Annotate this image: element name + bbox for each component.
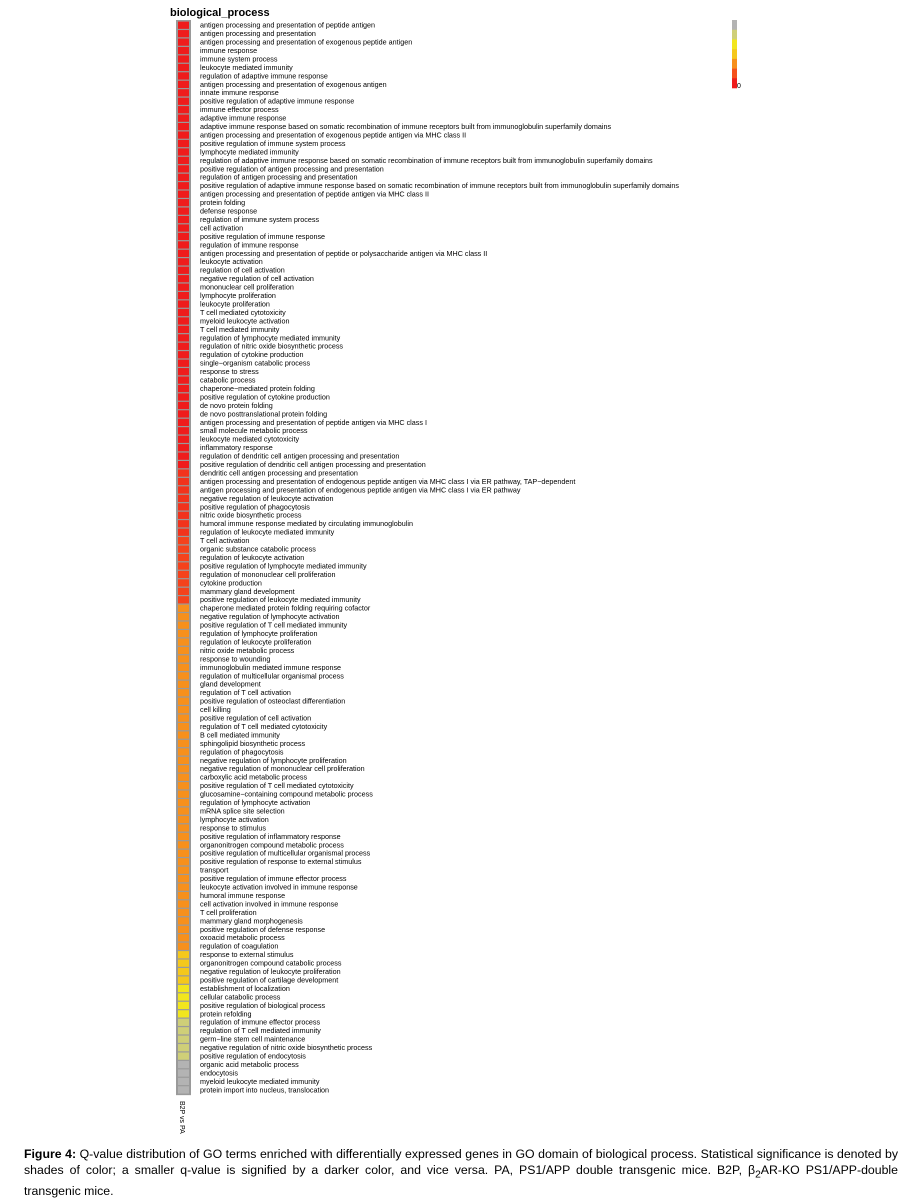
term-label: carboxylic acid metabolic process xyxy=(200,772,308,782)
term-label: leukocyte activation xyxy=(200,257,263,267)
term-label: T cell proliferation xyxy=(200,907,257,917)
heatmap-cell xyxy=(178,461,189,468)
term-label: leukocyte mediated immunity xyxy=(200,62,293,72)
term-label: positive regulation of biological process xyxy=(200,1000,326,1010)
heatmap-cell xyxy=(178,622,189,629)
caption-subscript: 2 xyxy=(755,1169,761,1181)
heatmap-cell xyxy=(178,300,189,307)
heatmap-cell xyxy=(178,816,189,823)
heatmap-cell xyxy=(178,884,189,891)
term-label: T cell mediated cytotoxicity xyxy=(200,307,286,317)
heatmap-cell xyxy=(178,968,189,975)
heatmap-cell xyxy=(178,943,189,950)
term-label: nitric oxide metabolic process xyxy=(200,645,295,655)
term-label: immune response xyxy=(200,45,258,55)
term-label: positive regulation of cartilage development xyxy=(200,975,339,985)
heatmap-cell xyxy=(178,782,189,789)
term-label: negative regulation of lymphocyte proliferation xyxy=(200,755,347,765)
heatmap-cell xyxy=(178,774,189,781)
heatmap-cell xyxy=(178,478,189,485)
heatmap-cell xyxy=(178,241,189,248)
term-label: chaperone mediated protein folding requiring cofactor xyxy=(200,603,371,613)
term-label: mammary gland development xyxy=(200,586,295,596)
heatmap-cell xyxy=(178,647,189,654)
term-label: myeloid leukocyte mediated immunity xyxy=(200,1076,320,1086)
heatmap-cell xyxy=(178,976,189,983)
heatmap-cell xyxy=(178,208,189,215)
term-label: positive regulation of dendritic cell antigen processing and presentation xyxy=(200,460,426,469)
term-label: myeloid leukocyte activation xyxy=(200,316,290,326)
heatmap-cell xyxy=(178,757,189,764)
term-label: positive regulation of defense response xyxy=(200,924,326,934)
heatmap-cell xyxy=(178,951,189,958)
heatmap-cell xyxy=(178,317,189,324)
heatmap-cell xyxy=(178,1002,189,1009)
heatmap-cell xyxy=(178,664,189,671)
term-label: leukocyte activation involved in immune response xyxy=(200,882,358,892)
term-label: negative regulation of leukocyte proliferation xyxy=(200,967,341,976)
term-label: establishment of localization xyxy=(200,983,290,993)
heatmap-cell xyxy=(178,469,189,476)
term-label: positive regulation of leukocyte mediated immunity xyxy=(200,595,361,605)
heatmap-cell xyxy=(178,554,189,561)
heatmap-cell xyxy=(178,267,189,274)
heatmap-cell xyxy=(178,571,189,578)
heatmap-cell xyxy=(178,1044,189,1051)
heatmap-cell xyxy=(178,1078,189,1085)
term-label: protein import into nucleus, translocation xyxy=(200,1085,330,1095)
heatmap-cell xyxy=(178,723,189,730)
term-label: adaptive immune response xyxy=(200,113,287,123)
heatmap-cell xyxy=(178,419,189,426)
term-label: positive regulation of phagocytosis xyxy=(200,502,310,512)
heatmap-cell xyxy=(178,495,189,502)
term-label: antigen processing and presentation xyxy=(200,29,316,39)
term-label: transport xyxy=(200,865,229,875)
heatmap-cell xyxy=(178,748,189,755)
legend-swatch xyxy=(732,20,737,30)
term-label: negative regulation of cell activation xyxy=(200,274,314,284)
heatmap-cell xyxy=(178,275,189,282)
term-label: regulation of multicellular organismal process xyxy=(200,671,344,681)
term-label: cellular catabolic process xyxy=(200,992,281,1002)
term-label: regulation of lymphocyte mediated immunity xyxy=(200,333,341,343)
heatmap-cell xyxy=(178,926,189,933)
term-label: mRNA splice site selection xyxy=(200,806,285,816)
term-label: single−organism catabolic process xyxy=(200,358,311,368)
term-label: positive regulation of cytokine production xyxy=(200,392,330,402)
heatmap-cell xyxy=(178,1010,189,1017)
heatmap-cell xyxy=(178,351,189,358)
term-label: antigen processing and presentation of exogenous antigen xyxy=(200,79,387,89)
heatmap-cell xyxy=(178,165,189,172)
heatmap-cell xyxy=(178,833,189,840)
heatmap-cells xyxy=(176,20,191,1095)
term-label: response to stress xyxy=(200,367,259,377)
term-label: humoral immune response mediated by circulating immunoglobulin xyxy=(200,519,413,529)
heatmap-cell xyxy=(178,579,189,586)
term-label: lymphocyte mediated immunity xyxy=(200,147,299,157)
heatmap-cell xyxy=(178,258,189,265)
heatmap-cell xyxy=(178,157,189,164)
heatmap-cell xyxy=(178,47,189,54)
heatmap-cell xyxy=(178,655,189,662)
heatmap-cell xyxy=(178,1053,189,1060)
term-label: regulation of T cell mediated immunity xyxy=(200,1026,321,1036)
heatmap-cell xyxy=(178,140,189,147)
term-label: regulation of antigen processing and presentation xyxy=(200,172,358,182)
heatmap-cell xyxy=(178,858,189,865)
heatmap-cell xyxy=(178,30,189,37)
term-label: de novo protein folding xyxy=(200,400,273,410)
heatmap-cell xyxy=(178,638,189,645)
term-label: cytokine production xyxy=(200,578,262,588)
heatmap-cell xyxy=(178,689,189,696)
heatmap-cell xyxy=(178,588,189,595)
term-label: immune system process xyxy=(200,54,278,64)
term-label: positive regulation of response to external stimulus xyxy=(200,857,362,867)
heatmap-cell xyxy=(178,791,189,798)
term-label: de novo posttranslational protein folding xyxy=(200,409,328,419)
term-label: negative regulation of nitric oxide biosynthetic process xyxy=(200,1043,373,1053)
term-label: B cell mediated immunity xyxy=(200,730,280,740)
heatmap-cell xyxy=(178,98,189,105)
term-label: gland development xyxy=(200,679,261,689)
term-label: regulation of leukocyte proliferation xyxy=(200,637,312,647)
heatmap-cell xyxy=(178,224,189,231)
term-label: germ−line stem cell maintenance xyxy=(200,1034,306,1044)
term-label: antigen processing and presentation of peptide or polysaccharide antigen via MHC class II xyxy=(200,248,488,258)
heatmap-cell xyxy=(178,875,189,882)
term-label: small molecule metabolic process xyxy=(200,426,308,436)
heatmap-cell xyxy=(178,453,189,460)
term-label: regulation of lymphocyte proliferation xyxy=(200,629,318,638)
heatmap-cell xyxy=(178,436,189,443)
term-label: regulation of dendritic cell antigen processing and presentation xyxy=(200,451,400,461)
term-label: cell activation xyxy=(200,223,244,233)
term-label: mammary gland morphogenesis xyxy=(200,916,303,926)
term-label: leukocyte mediated cytotoxicity xyxy=(200,434,300,444)
term-label: response to external stimulus xyxy=(200,950,294,960)
term-label: adaptive immune response based on somatic recombination of immune receptors built from immunoglobulin superfamily domains xyxy=(200,122,612,131)
heatmap-cell xyxy=(178,292,189,299)
heatmap-cell xyxy=(178,368,189,375)
heatmap-cell xyxy=(178,672,189,679)
term-label: antigen processing and presentation of peptide antigen xyxy=(200,20,376,30)
term-label: positive regulation of cell activation xyxy=(200,713,312,723)
heatmap-cell xyxy=(178,131,189,138)
heatmap-cell xyxy=(178,850,189,857)
term-label: endocytosis xyxy=(200,1068,238,1078)
caption-label: Figure 4: xyxy=(24,1147,77,1161)
heatmap-cell xyxy=(178,334,189,341)
term-label: organonitrogen compound metabolic process xyxy=(200,840,344,850)
heatmap-cell xyxy=(178,343,189,350)
heatmap-cell xyxy=(178,596,189,603)
heatmap-cell xyxy=(178,360,189,367)
term-label: regulation of phagocytosis xyxy=(200,747,284,757)
term-label: regulation of immune effector process xyxy=(200,1017,321,1027)
heatmap-cell xyxy=(178,64,189,71)
heatmap-cell xyxy=(178,1086,189,1093)
term-label: regulation of coagulation xyxy=(200,941,279,951)
term-label: positive regulation of antigen processing and presentation xyxy=(200,164,384,174)
heatmap-cell xyxy=(178,698,189,705)
term-label: antigen processing and presentation of exogenous peptide antigen xyxy=(200,37,413,47)
heatmap-cell xyxy=(178,427,189,434)
heatmap-cell xyxy=(178,681,189,688)
term-label: oxoacid metabolic process xyxy=(200,933,285,943)
legend-swatch xyxy=(732,30,737,40)
heatmap-cell xyxy=(178,1027,189,1034)
legend-swatch xyxy=(732,39,737,49)
heatmap-cell xyxy=(178,233,189,240)
term-label: nitric oxide biosynthetic process xyxy=(200,510,302,520)
heatmap-cell xyxy=(178,115,189,122)
term-label: regulation of adaptive immune response xyxy=(200,71,328,81)
heatmap-cell xyxy=(178,630,189,637)
term-label: positive regulation of T cell mediated immunity xyxy=(200,620,348,630)
heatmap-cell xyxy=(178,199,189,206)
heatmap-cell xyxy=(178,960,189,967)
heatmap-cell xyxy=(178,123,189,130)
heatmap-cell xyxy=(178,824,189,831)
term-label: positive regulation of T cell mediated cytotoxicity xyxy=(200,781,354,791)
term-label: inflammatory response xyxy=(200,443,273,453)
term-label: antigen processing and presentation of peptide antigen via MHC class II xyxy=(200,189,429,199)
term-label: positive regulation of multicellular organismal process xyxy=(200,848,371,858)
heatmap-cell xyxy=(178,900,189,907)
heatmap-cell xyxy=(178,326,189,333)
heatmap-cell xyxy=(178,613,189,620)
heatmap-cell xyxy=(178,1019,189,1026)
figure-caption xyxy=(24,1146,898,1199)
term-label: protein refolding xyxy=(200,1009,252,1019)
term-label: positive regulation of lymphocyte mediated immunity xyxy=(200,561,367,571)
term-label: regulation of lymphocyte activation xyxy=(200,798,311,807)
heatmap-cell xyxy=(178,512,189,519)
term-label: positive regulation of osteoclast differentiation xyxy=(200,696,346,706)
term-label: immunoglobulin mediated immune response xyxy=(200,662,342,672)
heatmap-cell xyxy=(178,605,189,612)
heatmap-cell xyxy=(178,841,189,848)
heatmap-cell xyxy=(178,486,189,493)
term-label: defense response xyxy=(200,206,258,216)
term-label: regulation of immune response xyxy=(200,240,299,250)
term-label: lymphocyte activation xyxy=(200,814,269,824)
term-label: antigen processing and presentation of endogenous peptide antigen via MHC class I via ER pathway xyxy=(200,485,521,495)
term-label: response to wounding xyxy=(200,654,271,664)
heatmap-cell xyxy=(178,799,189,806)
term-label: regulation of nitric oxide biosynthetic process xyxy=(200,341,344,351)
heatmap-cell xyxy=(178,444,189,451)
heatmap-cell xyxy=(178,39,189,46)
term-label: positive regulation of endocytosis xyxy=(200,1051,306,1061)
term-label: regulation of leukocyte mediated immunity xyxy=(200,527,335,537)
heatmap-cell xyxy=(178,503,189,510)
term-label: immune effector process xyxy=(200,105,279,115)
heatmap-cell xyxy=(178,934,189,941)
heatmap-cell xyxy=(178,537,189,544)
term-label: leukocyte proliferation xyxy=(200,299,270,309)
heatmap-cell xyxy=(178,81,189,88)
term-label: sphingolipid biosynthetic process xyxy=(200,738,306,748)
heatmap-cell xyxy=(178,867,189,874)
term-label: organonitrogen compound catabolic process xyxy=(200,958,342,968)
term-label: innate immune response xyxy=(200,88,279,98)
heatmap-cell xyxy=(178,72,189,79)
term-labels xyxy=(200,21,679,1095)
legend-swatch xyxy=(732,69,737,79)
heatmap-cell xyxy=(178,191,189,198)
heatmap-cell xyxy=(178,250,189,257)
heatmap-cell xyxy=(178,148,189,155)
term-label: chaperone−mediated protein folding xyxy=(200,383,315,393)
heatmap-cell xyxy=(178,892,189,899)
chart-title: biological_process xyxy=(170,7,270,19)
heatmap-cell xyxy=(178,377,189,384)
term-label: regulation of immune system process xyxy=(200,214,320,224)
term-label: regulation of cell activation xyxy=(200,265,285,275)
term-label: dendritic cell antigen processing and presentation xyxy=(200,468,358,478)
heatmap-cell xyxy=(178,765,189,772)
heatmap-cell xyxy=(178,410,189,417)
heatmap-cell xyxy=(178,731,189,738)
term-label: organic substance catabolic process xyxy=(200,544,316,554)
heatmap-cell xyxy=(178,393,189,400)
heatmap-cell xyxy=(178,520,189,527)
heatmap-cell xyxy=(178,89,189,96)
caption-text: Q-value distribution of GO terms enriched with differentially expressed genes in GO domain of biological process. Statistical significance is denoted by shades of color; a smaller q-value is signified by a darker color, and vice versa. PA, PS1/APP double transgenic mice. B2P, β xyxy=(24,1147,898,1177)
heatmap-cell xyxy=(178,706,189,713)
term-label: positive regulation of adaptive immune response based on somatic recombination of immune receptors built from immunoglobulin superfamily domains xyxy=(200,181,680,191)
term-label: antigen processing and presentation of peptide antigen via MHC class I xyxy=(200,417,427,427)
heatmap-cell xyxy=(178,985,189,992)
heatmap-cell xyxy=(178,284,189,291)
legend-zero-label: 0 xyxy=(737,83,741,90)
term-label: regulation of T cell activation xyxy=(200,688,291,698)
heatmap-cell xyxy=(178,1069,189,1076)
term-label: positive regulation of immune response xyxy=(200,231,326,241)
term-label: T cell mediated immunity xyxy=(200,324,280,334)
heatmap-cell xyxy=(178,216,189,223)
term-label: regulation of adaptive immune response based on somatic recombination of immune receptors built from immunoglobulin superfamily domains xyxy=(200,155,653,165)
heatmap-cell xyxy=(178,807,189,814)
heatmap-cell xyxy=(178,182,189,189)
heatmap-cell xyxy=(178,1036,189,1043)
term-label: regulation of T cell mediated cytotoxicity xyxy=(200,721,328,731)
heatmap-cell xyxy=(178,402,189,409)
heatmap-cell xyxy=(178,909,189,916)
term-label: negative regulation of mononuclear cell proliferation xyxy=(200,764,365,774)
heatmap-cell xyxy=(178,22,189,29)
legend-swatch xyxy=(732,49,737,59)
term-label: glucosamine−containing compound metabolic process xyxy=(200,789,373,799)
term-label: antigen processing and presentation of endogenous peptide antigen via MHC class I via ER pathway, TAP−dependent xyxy=(200,476,576,486)
term-label: cell activation involved in immune response xyxy=(200,899,339,909)
column-label: B2P vs PA xyxy=(178,1101,185,1134)
heatmap-cell xyxy=(178,715,189,722)
term-label: positive regulation of inflammatory response xyxy=(200,831,341,841)
term-label: antigen processing and presentation of exogenous peptide antigen via MHC class II xyxy=(200,130,467,140)
heatmap-cell xyxy=(178,546,189,553)
heatmap-cell xyxy=(178,174,189,181)
term-label: regulation of leukocyte activation xyxy=(200,552,305,562)
caption-text-end: AR-KO PS1/APP-double transgenic mice. xyxy=(24,1163,898,1199)
heatmap-cell xyxy=(178,740,189,747)
term-label: catabolic process xyxy=(200,375,256,385)
color-legend xyxy=(732,20,737,88)
term-label: positive regulation of immune system process xyxy=(200,138,346,148)
heatmap-cell xyxy=(178,917,189,924)
heatmap-cell xyxy=(178,106,189,113)
term-label: positive regulation of immune effector process xyxy=(200,874,347,884)
term-label: lymphocyte proliferation xyxy=(200,291,276,300)
term-label: negative regulation of lymphocyte activation xyxy=(200,612,340,622)
heatmap-cell xyxy=(178,1061,189,1068)
term-label: regulation of mononuclear cell proliferation xyxy=(200,569,336,579)
heatmap-cell xyxy=(178,385,189,392)
term-label: positive regulation of adaptive immune response xyxy=(200,96,355,106)
term-label: T cell activation xyxy=(200,536,250,546)
heatmap-cell xyxy=(178,993,189,1000)
heatmap-cell xyxy=(178,529,189,536)
term-label: humoral immune response xyxy=(200,890,286,900)
term-label: protein folding xyxy=(200,198,246,208)
term-label: mononuclear cell proliferation xyxy=(200,282,294,292)
term-label: response to stimulus xyxy=(200,823,266,833)
legend-swatch xyxy=(732,59,737,69)
heatmap-cell xyxy=(178,55,189,62)
term-label: cell killing xyxy=(200,705,231,715)
heatmap-cell xyxy=(178,309,189,316)
term-label: organic acid metabolic process xyxy=(200,1059,299,1069)
term-label: negative regulation of leukocyte activation xyxy=(200,493,334,503)
heatmap-cell xyxy=(178,562,189,569)
term-label: regulation of cytokine production xyxy=(200,350,304,360)
